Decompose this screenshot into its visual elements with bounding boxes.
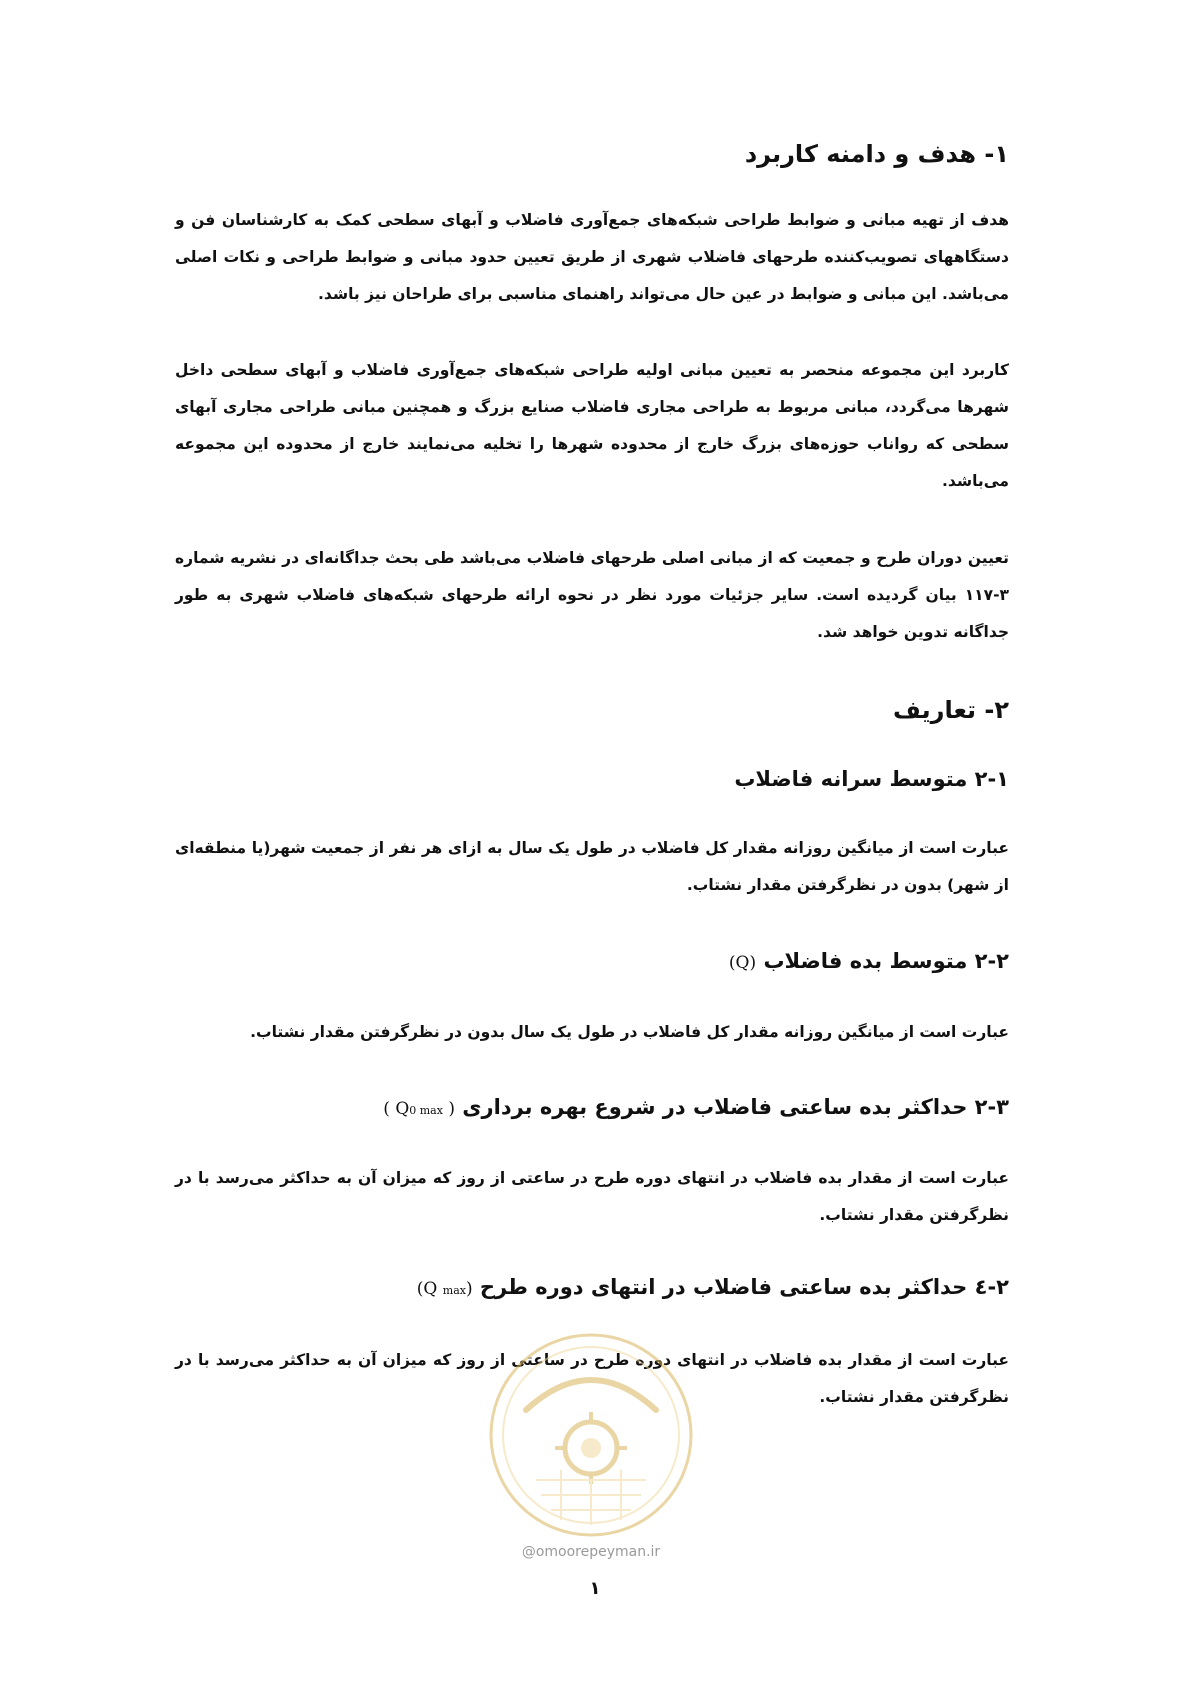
definition-3-heading bbox=[175, 1092, 1009, 1126]
definition-4-heading bbox=[175, 1272, 1009, 1306]
definition-4-symbol: (Q max) bbox=[416, 1279, 473, 1299]
definition-2-heading bbox=[175, 946, 1009, 978]
watermark-site-text: @omoorepeyman.ir bbox=[521, 1544, 661, 1560]
page-number: ۱ bbox=[589, 1578, 601, 1599]
seal-watermark-icon bbox=[486, 1330, 696, 1540]
definition-2-title: ۲-۲ متوسط بده فاضلاب bbox=[763, 949, 1009, 973]
definition-3-title: ۲-۳ حداکثر بده ساعتی فاضلاب در شروع بهره برداری bbox=[462, 1095, 1009, 1119]
section-1-paragraph-1: هدف از تهیه مبانی و ضوابط طراحی شبکه‌های جمع‌آوری فاضلاب و آبهای سطحی کمک به کارشناسان فن و دستگاههای تصویب‌کننده طرحهای فاضلاب شهری از طریق تعیین حدود مبانی و ضوابط طراحی و نکات اصلی می‌باشد. این مبانی و ضوابط در عین حال می‌تواند راهنمای مناسبی برای طراحان نیز باشد. bbox=[175, 211, 1009, 303]
section-1-paragraph-2: کاربرد این مجموعه منحصر به تعیین مبانی اولیه طراحی شبکه‌های جمع‌آوری فاضلاب و آبهای سطحی داخل شهرها می‌گردد، مبانی مربوط به طراحی مجاری فاضلاب صنایع بزرگ و همچنین مبانی طراحی مجاری آبهای سطحی که رواناب حوزه‌های بزرگ خارج از محدوده شهرها را تخلیه می‌نمایند خارج از محدوده این مجموعه می‌باشد. bbox=[175, 361, 1009, 490]
definition-2-body: عبارت است از میانگین روزانه مقدار کل فاضلاب در طول یک سال بدون در نظرگرفتن مقدار نشتاب. bbox=[250, 1023, 1009, 1041]
definition-1-body: عبارت است از میانگین روزانه مقدار کل فاضلاب در طول یک سال به ازای هر نفر از جمعیت شهر(یا منطقه‌ای از شهر) بدون در نظرگرفتن مقدار نشتاب. bbox=[175, 839, 1009, 894]
section-2-heading: ۲- تعاریف bbox=[893, 696, 1009, 724]
definition-3-body: عبارت است از مقدار بده فاضلاب در انتهای دوره طرح در ساعتی از روز که میزان آن به حداکثر می‌رسد با در نظرگرفتن مقدار نشتاب. bbox=[175, 1169, 1009, 1224]
definition-4-body: عبارت است از مقدار بده فاضلاب در انتهای دوره طرح در ساعتی از روز که میزان آن به حداکثر می‌رسد با در نظرگرفتن مقدار نشتاب. bbox=[175, 1351, 1009, 1406]
definition-4-title: ۲-٤ حداکثر بده ساعتی فاضلاب در انتهای دوره طرح bbox=[479, 1275, 1009, 1299]
section-1-paragraph-3: تعیین دوران طرح و جمعیت که از مبانی اصلی طرحهای فاضلاب می‌باشد طی بحث جداگانه‌ای در نشریه شماره ۳-۱۱۷ بیان گردیده است. سایر جزئیات مورد نظر در نحوه ارائه طرحهای شبکه‌های فاضلاب شهری به طور جداگانه تدوین خواهد شد. bbox=[175, 549, 1009, 641]
definition-1-heading: ۲-۱ متوسط سرانه فاضلاب bbox=[734, 767, 1009, 791]
definition-2-symbol: (Q) bbox=[728, 953, 757, 973]
definition-3-symbol: ( Q0 max ) bbox=[383, 1099, 455, 1119]
section-1-heading: ۱- هدف و دامنه کاربرد bbox=[744, 140, 1009, 168]
